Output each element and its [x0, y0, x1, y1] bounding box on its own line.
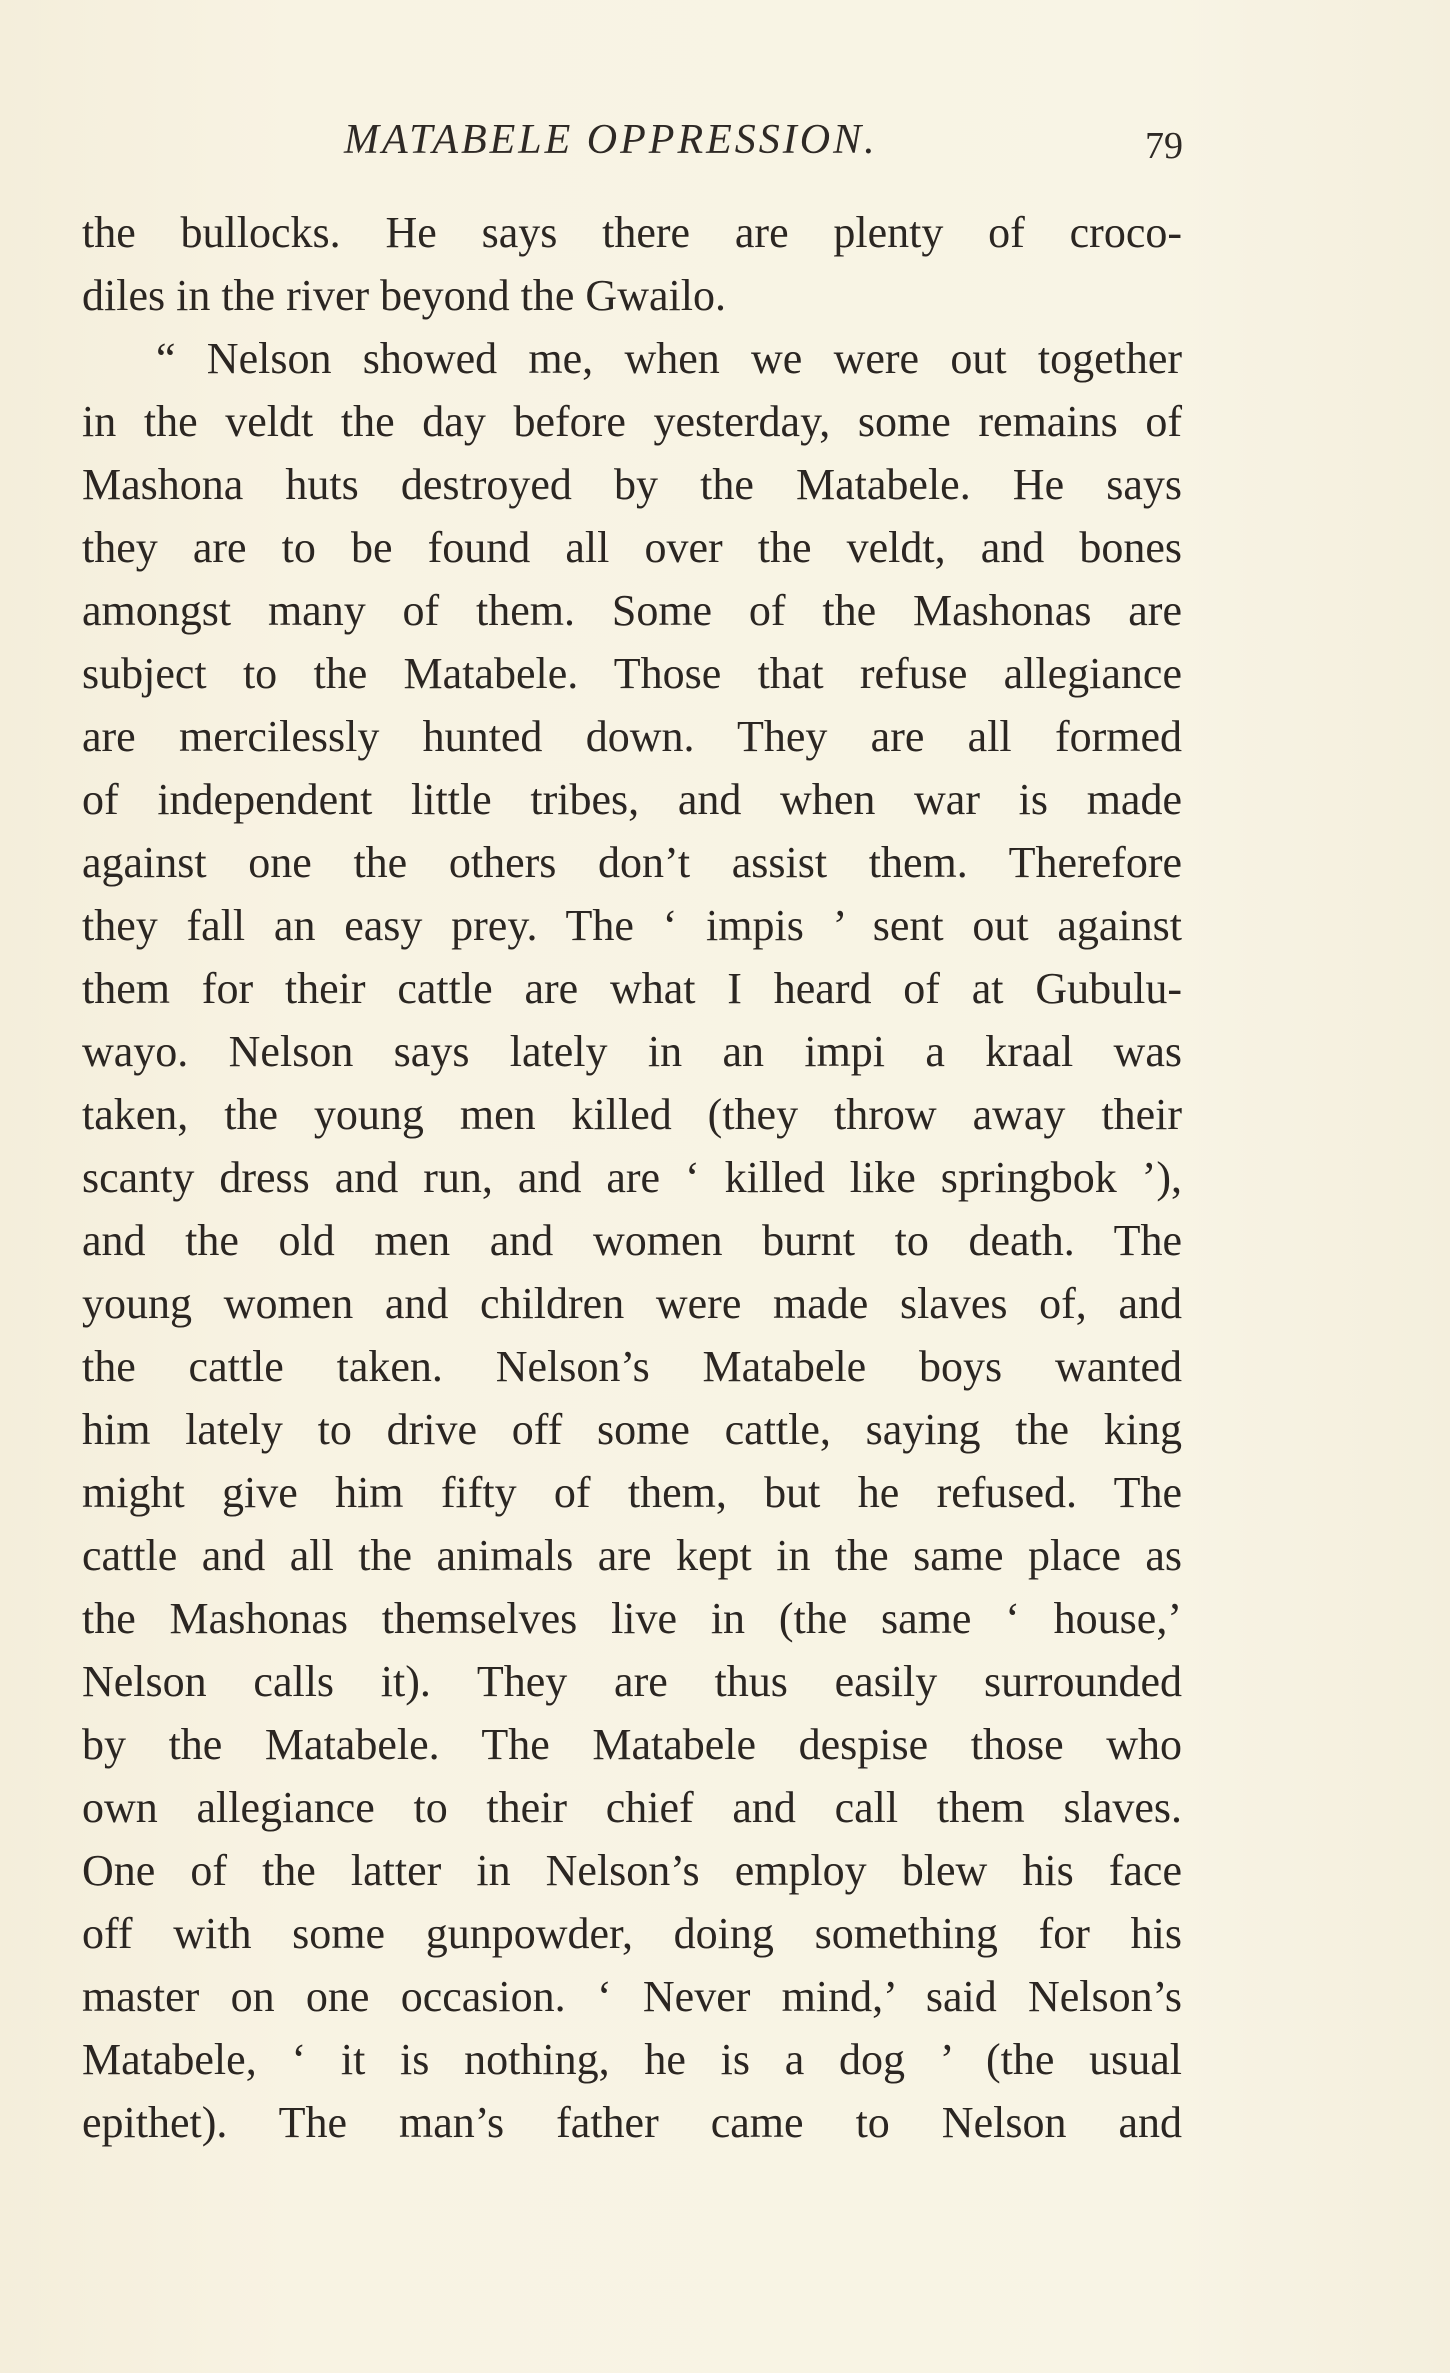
text-line: by the Matabele. The Matabele despise those who	[82, 1720, 1182, 1769]
text-line: are mercilessly hunted down. They are all formed	[82, 712, 1182, 761]
text-line: diles in the river beyond the Gwailo.	[82, 271, 726, 320]
text-line: young women and children were made slaves of, and	[82, 1279, 1182, 1328]
text-line: the Mashonas themselves live in (the same ‘ house,’	[82, 1594, 1182, 1643]
running-title: MATABELE OPPRESSION.	[344, 117, 878, 163]
text-line: of independent little tribes, and when war is made	[82, 775, 1182, 824]
text-line: subject to the Matabele. Those that refuse allegiance	[82, 649, 1182, 698]
text-line: own allegiance to their chief and call them slaves.	[82, 1783, 1182, 1832]
text-line: they fall an easy prey. The ‘ impis ’ sent out against	[82, 901, 1182, 950]
text-line: wayo. Nelson says lately in an impi a kraal was	[82, 1027, 1182, 1076]
text-line: amongst many of them. Some of the Mashonas are	[82, 586, 1182, 635]
text-line: they are to be found all over the veldt, and bones	[82, 523, 1182, 572]
text-line: the cattle taken. Nelson’s Matabele boys wanted	[82, 1342, 1182, 1391]
text-line: taken, the young men killed (they throw away their	[82, 1090, 1182, 1139]
text-line: “ Nelson showed me, when we were out together	[156, 334, 1182, 383]
text-line: scanty dress and run, and are ‘ killed like springbok ’),	[82, 1153, 1182, 1202]
text-line: him lately to drive off some cattle, saying the king	[82, 1405, 1182, 1454]
text-line: master on one occasion. ‘ Never mind,’ said Nelson’s	[82, 1972, 1182, 2021]
text-line: the bullocks. He says there are plenty of croco-	[82, 208, 1182, 257]
text-line: and the old men and women burnt to death. The	[82, 1216, 1182, 1265]
text-line: Nelson calls it). They are thus easily surrounded	[82, 1657, 1182, 1706]
text-line: them for their cattle are what I heard of at Gubulu-	[82, 964, 1182, 1013]
text-line: Matabele, ‘ it is nothing, he is a dog ’ (the usual	[82, 2035, 1182, 2084]
text-line: off with some gunpowder, doing something for his	[82, 1909, 1182, 1958]
text-line: cattle and all the animals are kept in the same place as	[82, 1531, 1182, 1580]
text-line: Mashona huts destroyed by the Matabele. He says	[82, 460, 1182, 509]
text-line: epithet). The man’s father came to Nelson and	[82, 2098, 1182, 2147]
text-line: might give him fifty of them, but he refused. The	[82, 1468, 1182, 1517]
page-number: 79	[1145, 125, 1183, 167]
running-head	[82, 112, 1182, 172]
text-line: against one the others don’t assist them. Therefore	[82, 838, 1182, 887]
text-line: One of the latter in Nelson’s employ blew his face	[82, 1846, 1182, 1895]
text-line: in the veldt the day before yesterday, some remains of	[82, 397, 1182, 446]
body-text	[82, 201, 1182, 2154]
